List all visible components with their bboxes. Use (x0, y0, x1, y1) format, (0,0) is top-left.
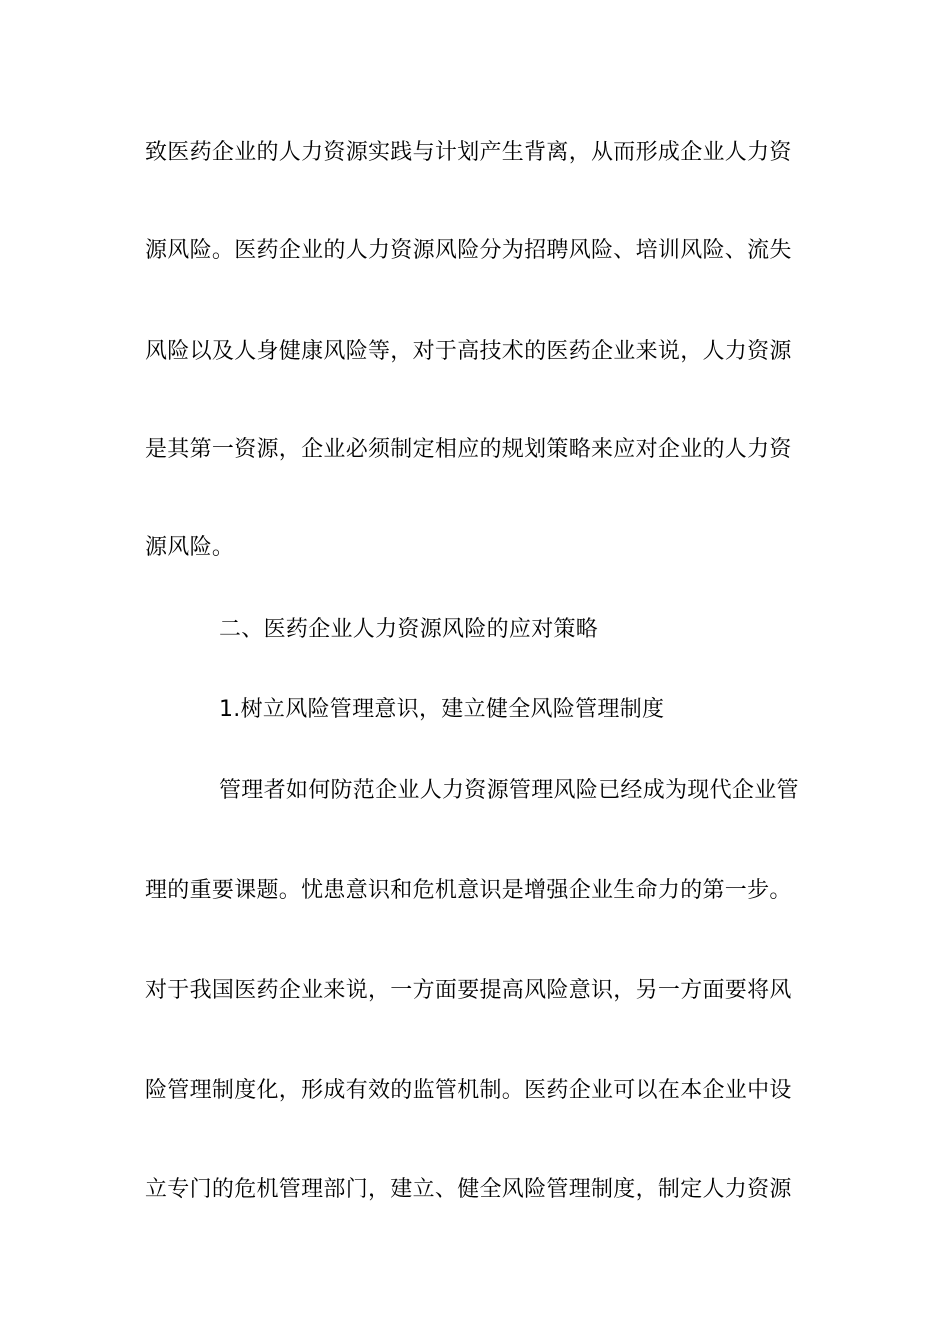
paragraph-line: 是其第一资源，企业必须制定相应的规划策略来应对企业的人力资 (145, 437, 792, 462)
section-heading: 二、医药企业人力资源风险的应对策略 (219, 617, 599, 642)
paragraph-line: 对于我国医药企业来说，一方面要提高风险意识，另一方面要将风 (145, 978, 792, 1003)
paragraph-line: 致医药企业的人力资源实践与计划产生背离，从而形成企业人力资 (145, 140, 792, 165)
paragraph-line: 险管理制度化，形成有效的监管机制。医药企业可以在本企业中设 (145, 1078, 792, 1103)
paragraph-line: 源风险。 (145, 535, 235, 560)
paragraph-line: 源风险。医药企业的人力资源风险分为招聘风险、培训风险、流失 (145, 238, 792, 263)
subsection-heading: 1.树立风险管理意识，建立健全风险管理制度 (219, 697, 665, 722)
paragraph-line: 理的重要课题。忧患意识和危机意识是增强企业生命力的第一步。 (145, 878, 792, 903)
paragraph-line: 立专门的危机管理部门，建立、健全风险管理制度，制定人力资源 (145, 1177, 792, 1202)
paragraph-line: 管理者如何防范企业人力资源管理风险已经成为现代企业管 (219, 778, 799, 803)
paragraph-line: 风险以及人身健康风险等，对于高技术的医药企业来说，人力资源 (145, 339, 792, 364)
